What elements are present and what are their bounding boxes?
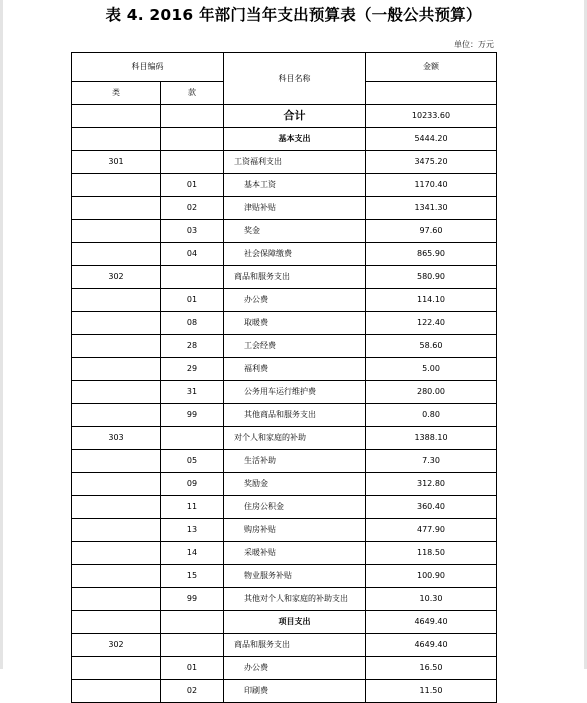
budget-table <box>71 52 497 703</box>
row-amount: 5.00 <box>366 358 497 381</box>
row-lei <box>72 657 161 680</box>
row-lei <box>72 496 161 519</box>
row-kuan: 01 <box>161 174 224 197</box>
page-edge-left <box>0 0 3 669</box>
row-name: 印刷费 <box>224 680 366 703</box>
table-row <box>72 634 497 657</box>
row-amount: 5444.20 <box>366 128 497 151</box>
row-lei <box>72 312 161 335</box>
row-lei <box>72 473 161 496</box>
row-kuan <box>161 266 224 289</box>
row-lei: 303 <box>72 427 161 450</box>
row-lei <box>72 450 161 473</box>
row-kuan <box>161 151 224 174</box>
row-kuan: 14 <box>161 542 224 565</box>
row-lei: 301 <box>72 151 161 174</box>
row-lei <box>72 358 161 381</box>
row-kuan <box>161 427 224 450</box>
row-kuan <box>161 611 224 634</box>
row-kuan: 99 <box>161 588 224 611</box>
row-name: 公务用车运行维护费 <box>224 381 366 404</box>
row-kuan: 29 <box>161 358 224 381</box>
row-lei: 302 <box>72 266 161 289</box>
table-row <box>72 473 497 496</box>
row-lei <box>72 542 161 565</box>
row-kuan: 15 <box>161 565 224 588</box>
row-amount: 1388.10 <box>366 427 497 450</box>
row-lei <box>72 289 161 312</box>
row-kuan: 01 <box>161 657 224 680</box>
row-name: 取暖费 <box>224 312 366 335</box>
table-row <box>72 151 497 174</box>
table-row <box>72 542 497 565</box>
row-lei <box>72 381 161 404</box>
row-name: 对个人和家庭的补助 <box>224 427 366 450</box>
row-name: 办公费 <box>224 657 366 680</box>
row-kuan <box>161 634 224 657</box>
row-name: 津贴补贴 <box>224 197 366 220</box>
row-name: 工会经费 <box>224 335 366 358</box>
table-row <box>72 427 497 450</box>
row-name: 采暖补贴 <box>224 542 366 565</box>
row-kuan: 13 <box>161 519 224 542</box>
row-name: 工资福利支出 <box>224 151 366 174</box>
row-amount: 360.40 <box>366 496 497 519</box>
row-name: 项目支出 <box>224 611 366 634</box>
row-kuan: 02 <box>161 197 224 220</box>
row-lei <box>72 220 161 243</box>
row-amount: 11.50 <box>366 680 497 703</box>
row-kuan: 09 <box>161 473 224 496</box>
row-name: 社会保障缴费 <box>224 243 366 266</box>
table-row <box>72 519 497 542</box>
row-lei: 302 <box>72 634 161 657</box>
row-name: 其他对个人和家庭的补助支出 <box>224 588 366 611</box>
row-amount: 122.40 <box>366 312 497 335</box>
table-row <box>72 289 497 312</box>
row-amount: 3475.20 <box>366 151 497 174</box>
table-row <box>72 335 497 358</box>
table-row <box>72 680 497 703</box>
row-name: 其他商品和服务支出 <box>224 404 366 427</box>
row-kuan: 28 <box>161 335 224 358</box>
row-amount: 100.90 <box>366 565 497 588</box>
header-kuan: 款 <box>161 82 224 105</box>
header-amount-blank <box>366 82 497 105</box>
header-row <box>72 53 497 82</box>
table-row <box>72 565 497 588</box>
row-name: 福利费 <box>224 358 366 381</box>
total-label: 合计 <box>224 105 366 128</box>
table-row <box>72 450 497 473</box>
row-name: 商品和服务支出 <box>224 266 366 289</box>
row-amount: 280.00 <box>366 381 497 404</box>
table-row <box>72 174 497 197</box>
row-kuan: 31 <box>161 381 224 404</box>
row-amount: 97.60 <box>366 220 497 243</box>
row-lei <box>72 519 161 542</box>
row-amount: 1170.40 <box>366 174 497 197</box>
row-amount: 118.50 <box>366 542 497 565</box>
table-row <box>72 404 497 427</box>
table-row <box>72 358 497 381</box>
table-row <box>72 197 497 220</box>
table-row <box>72 657 497 680</box>
table-row <box>72 243 497 266</box>
row-kuan: 08 <box>161 312 224 335</box>
row-name: 住房公积金 <box>224 496 366 519</box>
row-lei <box>72 404 161 427</box>
row-amount: 477.90 <box>366 519 497 542</box>
row-kuan: 01 <box>161 289 224 312</box>
row-name: 基本支出 <box>224 128 366 151</box>
row-name: 生活补助 <box>224 450 366 473</box>
total-lei <box>72 105 161 128</box>
row-lei <box>72 680 161 703</box>
row-amount: 58.60 <box>366 335 497 358</box>
row-kuan: 04 <box>161 243 224 266</box>
row-amount: 0.80 <box>366 404 497 427</box>
row-kuan: 02 <box>161 680 224 703</box>
table-row <box>72 312 497 335</box>
row-name: 商品和服务支出 <box>224 634 366 657</box>
table-row <box>72 496 497 519</box>
header-lei: 类 <box>72 82 161 105</box>
row-name: 奖金 <box>224 220 366 243</box>
row-kuan: 11 <box>161 496 224 519</box>
row-amount: 10.30 <box>366 588 497 611</box>
header-amount: 金额 <box>366 53 497 82</box>
total-kuan <box>161 105 224 128</box>
row-lei <box>72 174 161 197</box>
table-row <box>72 128 497 151</box>
row-kuan: 99 <box>161 404 224 427</box>
total-row <box>72 105 497 128</box>
row-name: 奖励金 <box>224 473 366 496</box>
row-lei <box>72 611 161 634</box>
header-code: 科目编码 <box>72 53 224 82</box>
header-name: 科目名称 <box>224 53 366 105</box>
table-row <box>72 266 497 289</box>
row-lei <box>72 243 161 266</box>
row-name: 物业服务补贴 <box>224 565 366 588</box>
row-kuan <box>161 128 224 151</box>
row-amount: 7.30 <box>366 450 497 473</box>
row-lei <box>72 128 161 151</box>
row-name: 购房补贴 <box>224 519 366 542</box>
row-amount: 114.10 <box>366 289 497 312</box>
table-row <box>72 381 497 404</box>
document-title: 表 4. 2016 年部门当年支出预算表（一般公共预算） <box>105 6 482 24</box>
row-name: 办公费 <box>224 289 366 312</box>
row-name: 基本工资 <box>224 174 366 197</box>
table-row <box>72 220 497 243</box>
row-kuan: 05 <box>161 450 224 473</box>
total-amount: 10233.60 <box>366 105 497 128</box>
row-amount: 865.90 <box>366 243 497 266</box>
row-lei <box>72 335 161 358</box>
row-amount: 4649.40 <box>366 634 497 657</box>
row-amount: 580.90 <box>366 266 497 289</box>
unit-label: 单位：万元 <box>454 40 494 49</box>
table-row <box>72 611 497 634</box>
row-amount: 16.50 <box>366 657 497 680</box>
row-kuan: 03 <box>161 220 224 243</box>
row-amount: 1341.30 <box>366 197 497 220</box>
table-row <box>72 588 497 611</box>
row-lei <box>72 197 161 220</box>
row-amount: 312.80 <box>366 473 497 496</box>
row-lei <box>72 588 161 611</box>
row-lei <box>72 565 161 588</box>
row-amount: 4649.40 <box>366 611 497 634</box>
